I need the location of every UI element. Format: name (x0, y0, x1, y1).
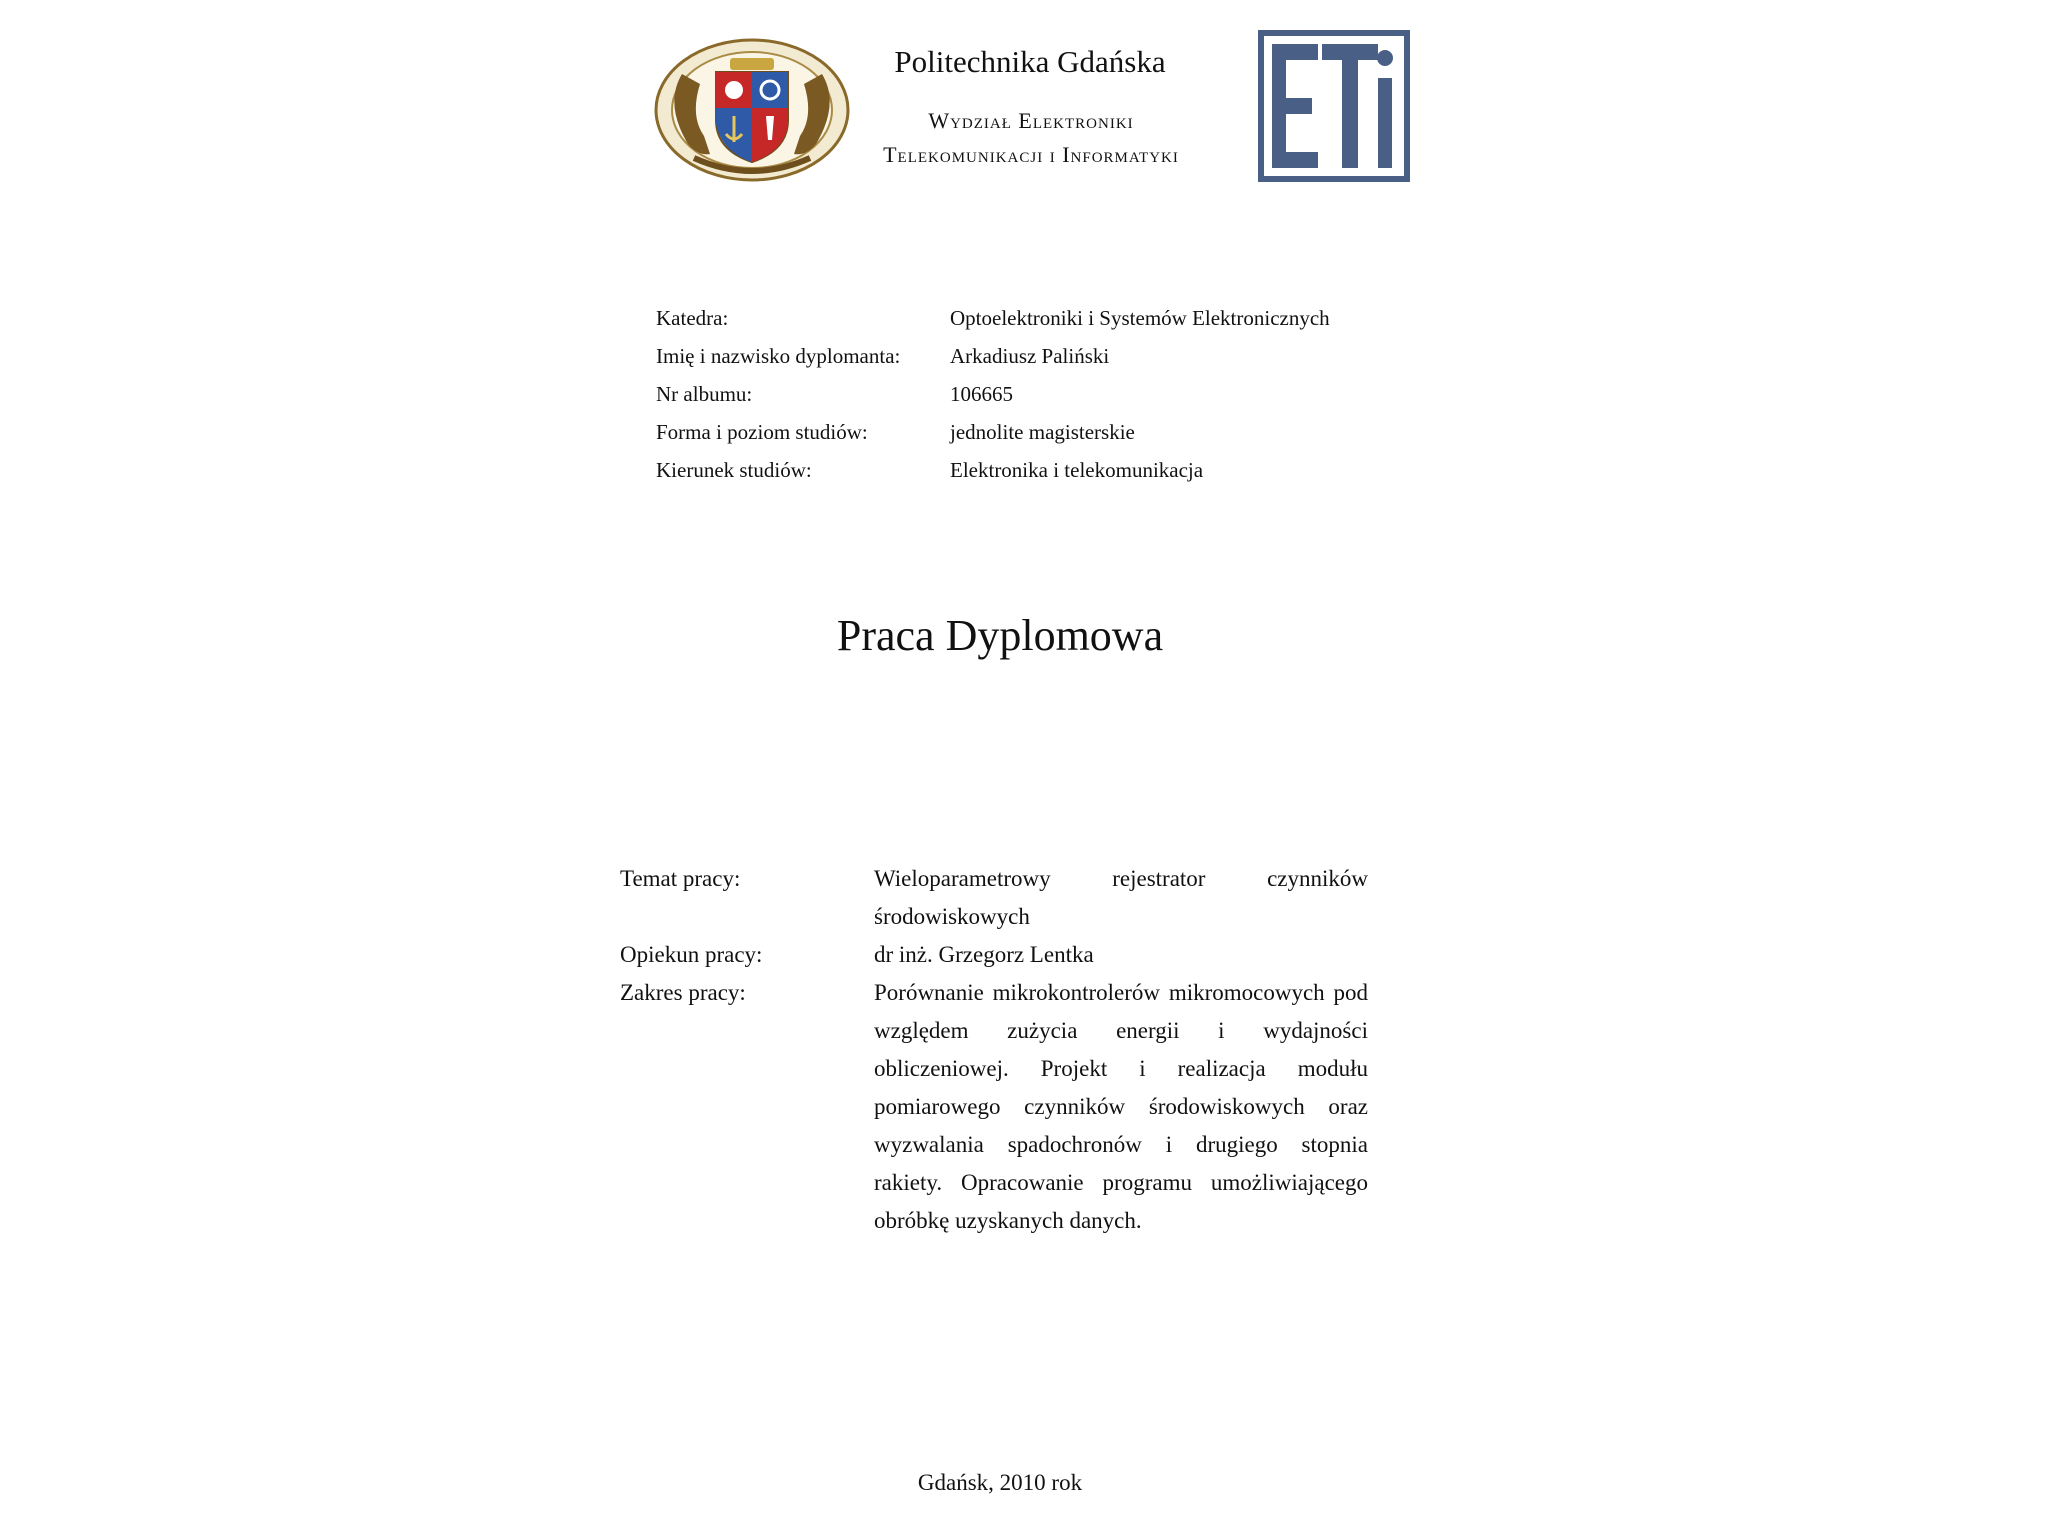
info-value: Optoelektroniki i Systemów Elektronicznych (950, 306, 1330, 330)
thesis-row-supervisor (620, 936, 1368, 974)
thesis-row-scope (620, 974, 1368, 1240)
info-value: jednolite magisterskie (950, 420, 1135, 444)
info-label: Kierunek studiów: (656, 458, 812, 482)
thesis-info-table (620, 860, 1368, 1240)
document-title: Praca Dyplomowa (836, 611, 1164, 660)
faculty-name-line-1: Wydział Elektroniki (928, 108, 1134, 133)
place-and-year: Gdańsk, 2010 rok (917, 1470, 1083, 1495)
university-crest-logo (654, 34, 850, 186)
thesis-label: Opiekun pracy: (620, 942, 763, 967)
info-value: Elektronika i telekomunikacja (950, 458, 1204, 482)
info-label: Nr albumu: (656, 382, 753, 406)
faculty-name (836, 104, 1226, 172)
university-name: Politechnika Gdańska (894, 44, 1166, 79)
thesis-value: Porównanie mikrokontrolerów mikromocowych pod względem zużycia energii i wydajności obliczeniowej. Projekt i realizacja modułu pomiarowego czynników środowiskowych oraz wyzwalania spadochronów i drugiego stopnia rakiety. Opracowanie programu umożliwiającego obróbkę uzyskanych danych. (874, 980, 1368, 1233)
thesis-row-topic (620, 860, 1368, 936)
thesis-value: Wieloparametrowy rejestrator czynników środowiskowych (874, 866, 1368, 929)
eti-logo (1258, 30, 1410, 182)
faculty-name-line-2: Telekomunikacji i Informatyki (883, 142, 1179, 167)
thesis-value: dr inż. Grzegorz Lentka (874, 942, 1094, 967)
info-label: Forma i poziom studiów: (656, 420, 868, 444)
info-value: Arkadiusz Paliński (950, 344, 1110, 368)
info-label: Imię i nazwisko dyplomanta: (656, 344, 901, 368)
info-value: 106665 (950, 382, 1013, 406)
thesis-label: Temat pracy: (620, 866, 741, 891)
info-label: Katedra: (656, 306, 729, 330)
thesis-label: Zakres pracy: (620, 980, 746, 1005)
